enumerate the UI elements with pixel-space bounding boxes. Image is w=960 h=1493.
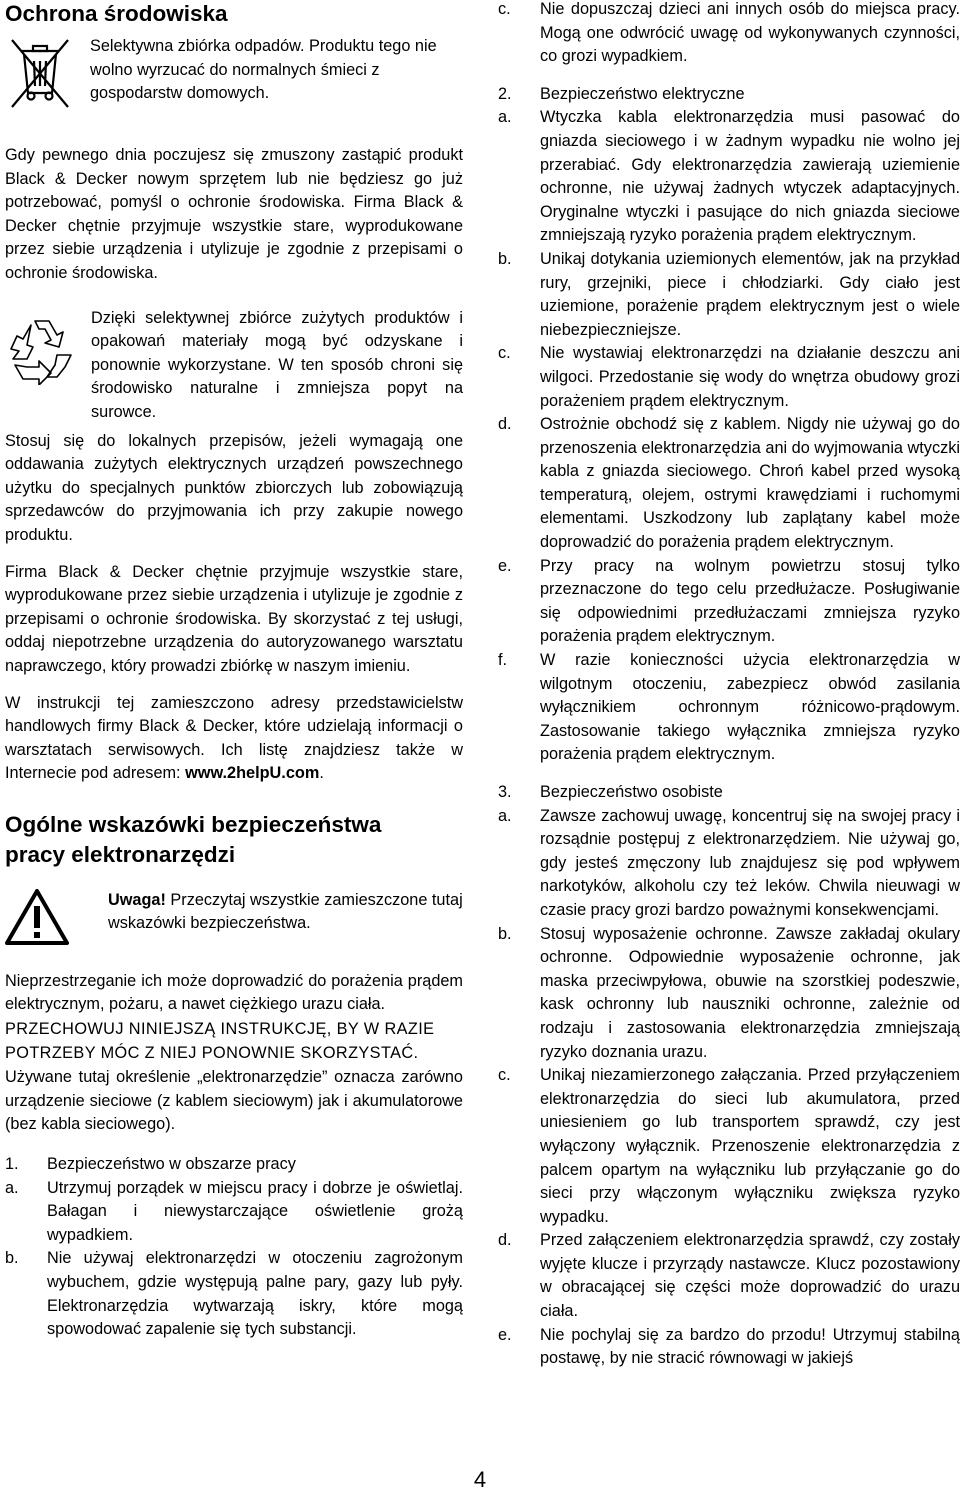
item-label: c. bbox=[498, 344, 511, 363]
section-3-item bbox=[498, 1064, 960, 1229]
warning-notice bbox=[5, 889, 463, 955]
item-label: a. bbox=[5, 1178, 19, 1197]
section-1-item bbox=[5, 1177, 463, 1248]
safety-paragraph-1: Nieprzestrzeganie ich może doprowadzić do porażenia prądem elektrycznym, pożaru, a nawet ciężkiego urazu ciała. bbox=[5, 971, 463, 1014]
item-label: f. bbox=[498, 651, 508, 670]
left-column bbox=[5, 0, 463, 1342]
section-2-item bbox=[498, 248, 960, 342]
item-text: Unikaj dotykania uziemionych elementów, jak na przykład rury, grzejniki, piece i chłodziarki. Gdy ciało jest uziemione, porażenie prądem elektrycznym jest o wiele niebezpieczniejsze. bbox=[540, 249, 960, 339]
section-3-number: 3. bbox=[498, 783, 512, 801]
item-text: Stosuj wyposażenie ochronne. Zawsze zakładaj okulary ochronne. Odpowiednie wyposażenie ochronne, jak maska przeciwpyłowa, obuwie na szorstkiej podeszwie, kask ochronny lub nauszniki ochronne, zależnie od rodzaju i zastosowania elektronarzędzia zmniejszają ryzyko doznania urazu. bbox=[540, 924, 960, 1061]
safety-paragraph-3: Używane tutaj określenie „elektronarzędzie” oznacza zarówno urządzenie sieciowe (z kablem sieciowym) jak i akumulatorowe (bez kabla sieciowego). bbox=[5, 1068, 463, 1134]
safety-paragraph-2: PRZECHOWUJ NINIEJSZĄ INSTRUKCJĘ, BY W RAZIE POTRZEBY MÓC Z NIEJ PONOWNIE SKORZYSTAĆ. bbox=[5, 1020, 435, 1062]
section-2-number: 2. bbox=[498, 84, 512, 103]
section-2-heading bbox=[498, 83, 960, 107]
section-3-item bbox=[498, 1229, 960, 1323]
item-text: Nie używaj elektronarzędzi w otoczeniu zagrożonym wybuchem, gdzie występują palne pary, gazy lub pyły. Elektronarzędzia wytwarzają iskry, które mogą spowodować zapalenie się tych substancji. bbox=[47, 1249, 463, 1339]
recycle-notice bbox=[5, 307, 463, 425]
warning-message: Przeczytaj wszystkie zamieszczone tutaj wskazówki bezpieczeństwa. bbox=[108, 890, 463, 933]
item-label: b. bbox=[498, 924, 512, 943]
item-label: e. bbox=[498, 556, 512, 575]
section-3-item bbox=[498, 923, 960, 1065]
item-label: a. bbox=[498, 108, 512, 127]
item-label: b. bbox=[498, 249, 512, 268]
warning-triangle-icon bbox=[5, 889, 69, 950]
section-2-item bbox=[498, 555, 960, 649]
item-text: Nie wystawiaj elektronarzędzi na działanie deszczu ani wilgoci. Przedostanie się wody do wnętrza obudowy grozi porażeniem prądem elektrycznym. bbox=[540, 344, 960, 410]
environment-paragraph-1: Gdy pewnego dnia poczujesz się zmuszony zastąpić produkt Black & Decker nowym sprzętem lub nie będziesz go już potrzebować, pomyśl o ochronie środowiska. Firma Black & Decker chętnie przyjmuje wszystkie stare, wyprodukowane przez siebie urządzenia i utylizuje je zgodnie z przepisami o ochronie środowiska. bbox=[5, 146, 463, 282]
item-text: Zawsze zachowuj uwagę, koncentruj się na swojej pracy i rozsądnie postępuj z elektronarzędziem. Nie używaj go, gdy jesteś zmęczony lub znajdujesz się pod wpływem narkotyków, alkoholu czy też leków. Chwila nieuwagi w czasie pracy grozi bardzo poważnymi konsekwencjami. bbox=[540, 806, 960, 919]
right-column bbox=[498, 0, 960, 1371]
environment-paragraph-3: Firma Black & Decker chętnie przyjmuje wszystkie stare, wyprodukowane przez siebie urządzenia i utylizuje je zgodnie z przepisami o ochronie środowiska. By skorzystać z tej usługi, oddaj niepotrzebne urządzenia do autoryzowanego warsztatu naprawczego, który prowadzi zbiórkę w naszym imieniu. bbox=[5, 562, 463, 675]
page-number: 4 bbox=[473, 1467, 487, 1492]
item-text: Przed załączeniem elektronarzędzia sprawdź, czy zostały wyjęte klucze i przyrządy nastawcze. Klucz pozostawiony w obracającej się części może doprowadzić do urazu ciała. bbox=[540, 1231, 960, 1321]
item-text: Utrzymuj porządek w miejscu pracy i dobrze je oświetlaj. Bałagan i niewystarczające oświetlenie grożą wypadkiem. bbox=[47, 1178, 463, 1244]
section-2-item bbox=[498, 342, 960, 413]
service-url-link[interactable]: www.2helpU.com bbox=[185, 764, 320, 783]
recycle-notice-text: Dzięki selektywnej zbiórce zużytych produktów i opakowań materiały mogą być odzyskane i ponownie wykorzystane. W ten sposób chroni się środowisko naturalne i zmniejsza popyt na surowce. bbox=[91, 308, 463, 421]
environment-paragraph-4-text: W instrukcji tej zamieszczono adresy przedstawicielstw handlowych firmy Black & Decker, które udzielają informacji o warsztatach serwisowych. Ich listę znajdziesz także w Internecie pod adresem: bbox=[5, 693, 463, 783]
safety-title bbox=[5, 810, 463, 870]
bin-notice bbox=[5, 35, 463, 123]
safety-title-line-2: pracy elektronarzędzi bbox=[5, 841, 236, 867]
item-text: Nie dopuszczaj dzieci ani innych osób do miejsca pracy. Mogą one odwrócić uwagę od wykonywanych czynności, co grozi wypadkiem. bbox=[540, 0, 960, 66]
environment-title: Ochrona środowiska bbox=[5, 1, 228, 26]
section-1-item bbox=[5, 1247, 463, 1341]
section-2-item bbox=[498, 106, 960, 248]
recycle-icon bbox=[5, 315, 79, 390]
crossed-bin-icon bbox=[9, 37, 71, 116]
item-text: Wtyczka kabla elektronarzędzia musi pasować do gniazda sieciowego i w żadnym wypadku nie wolno jej przerabiać. Gdy elektronarzędzia zawierają uziemienie ochronne, nie używaj żadnych wtyczek adaptacyjnych. Oryginalne wtyczki i pasujące do nich gniazda sieciowe zmniejszają ryzyko porażenia prądem elektrycznym. bbox=[540, 108, 960, 245]
item-label: b. bbox=[5, 1249, 19, 1268]
section-1-number: 1. bbox=[5, 1155, 19, 1174]
url-suffix: . bbox=[319, 764, 324, 783]
section-1-title: Bezpieczeństwo w obszarze pracy bbox=[47, 1155, 296, 1174]
item-text: Unikaj niezamierzonego załączania. Przed przyłączeniem elektronarzędzia do sieci lub akumulatora, przed uniesieniem go lub transportem sprawdź, czy jest wyłączony wyłącznik. Przenoszenie elektronarzędzia z palcem opartym na wyłączniku lub przyłączanie go do sieci przy włączonym wyłączniku zwiększa ryzyko wypadku. bbox=[540, 1066, 960, 1226]
environment-paragraph-4 bbox=[5, 692, 463, 786]
item-label: e. bbox=[498, 1325, 512, 1344]
item-text: Nie pochylaj się za bardzo do przodu! Utrzymuj stabilną postawę, by nie stracić równowagi w jakiejś bbox=[540, 1325, 960, 1368]
item-label: c. bbox=[498, 0, 511, 18]
safety-title-line-1: Ogólne wskazówki bezpieczeństwa bbox=[5, 811, 382, 837]
section-3-title: Bezpieczeństwo osobiste bbox=[540, 783, 723, 801]
section-3-item bbox=[498, 805, 960, 923]
section-2-item bbox=[498, 649, 960, 767]
item-label: c. bbox=[498, 1066, 511, 1085]
environment-paragraph-2: Stosuj się do lokalnych przepisów, jeżeli wymagają one oddawania zużytych elektrycznych urządzeń powszechnego użytku do specjalnych punktów zbiorczych lub zobowiązują sprzedawców do przyjmowania ich przy zakupie nowego produktu. bbox=[5, 431, 463, 544]
warning-text bbox=[108, 889, 463, 936]
section-2-item bbox=[498, 413, 960, 555]
warning-label: Uwaga! bbox=[108, 890, 166, 909]
item-label: a. bbox=[498, 806, 512, 825]
item-text: Przy pracy na wolnym powietrzu stosuj tylko przeznaczone do tego celu przedłużacze. Posługiwanie się odpowiednimi przedłużaczami zmniejsza ryzyko porażenia prądem elektrycznym. bbox=[540, 556, 960, 646]
bin-notice-text: Selektywna zbiórka odpadów. Produktu tego nie wolno wyrzucać do normalnych śmieci z gospodarstw domowych. bbox=[90, 37, 437, 103]
section-1-heading bbox=[5, 1153, 463, 1177]
section-3-heading bbox=[498, 781, 960, 805]
section-1-item bbox=[498, 0, 960, 69]
item-text: W razie konieczności użycia elektronarzędzia w wilgotnym otoczeniu, zabezpiecz obwód zasilania wyłącznikiem ochronnym różnicowo-prądowym. Zastosowanie takiego wyłącznika zmniejsza ryzyko porażenia prądem elektrycznym. bbox=[540, 651, 960, 764]
section-3-item bbox=[498, 1324, 960, 1371]
item-label: d. bbox=[498, 1231, 512, 1250]
section-2-title: Bezpieczeństwo elektryczne bbox=[540, 84, 745, 103]
item-text: Ostrożnie obchodź się z kablem. Nigdy nie używaj go do przenoszenia elektronarzędzia ani do wyjmowania wtyczki kabla z gniazda sieciowego. Chroń kabel przed wysoką temperaturą, olejem, ostrymi krawędziami i ruchomymi elementami. Uszkodzony lub zaplątany kabel może doprowadzić do porażenia prądem elektrycznym. bbox=[540, 415, 960, 552]
item-label: d. bbox=[498, 415, 512, 434]
